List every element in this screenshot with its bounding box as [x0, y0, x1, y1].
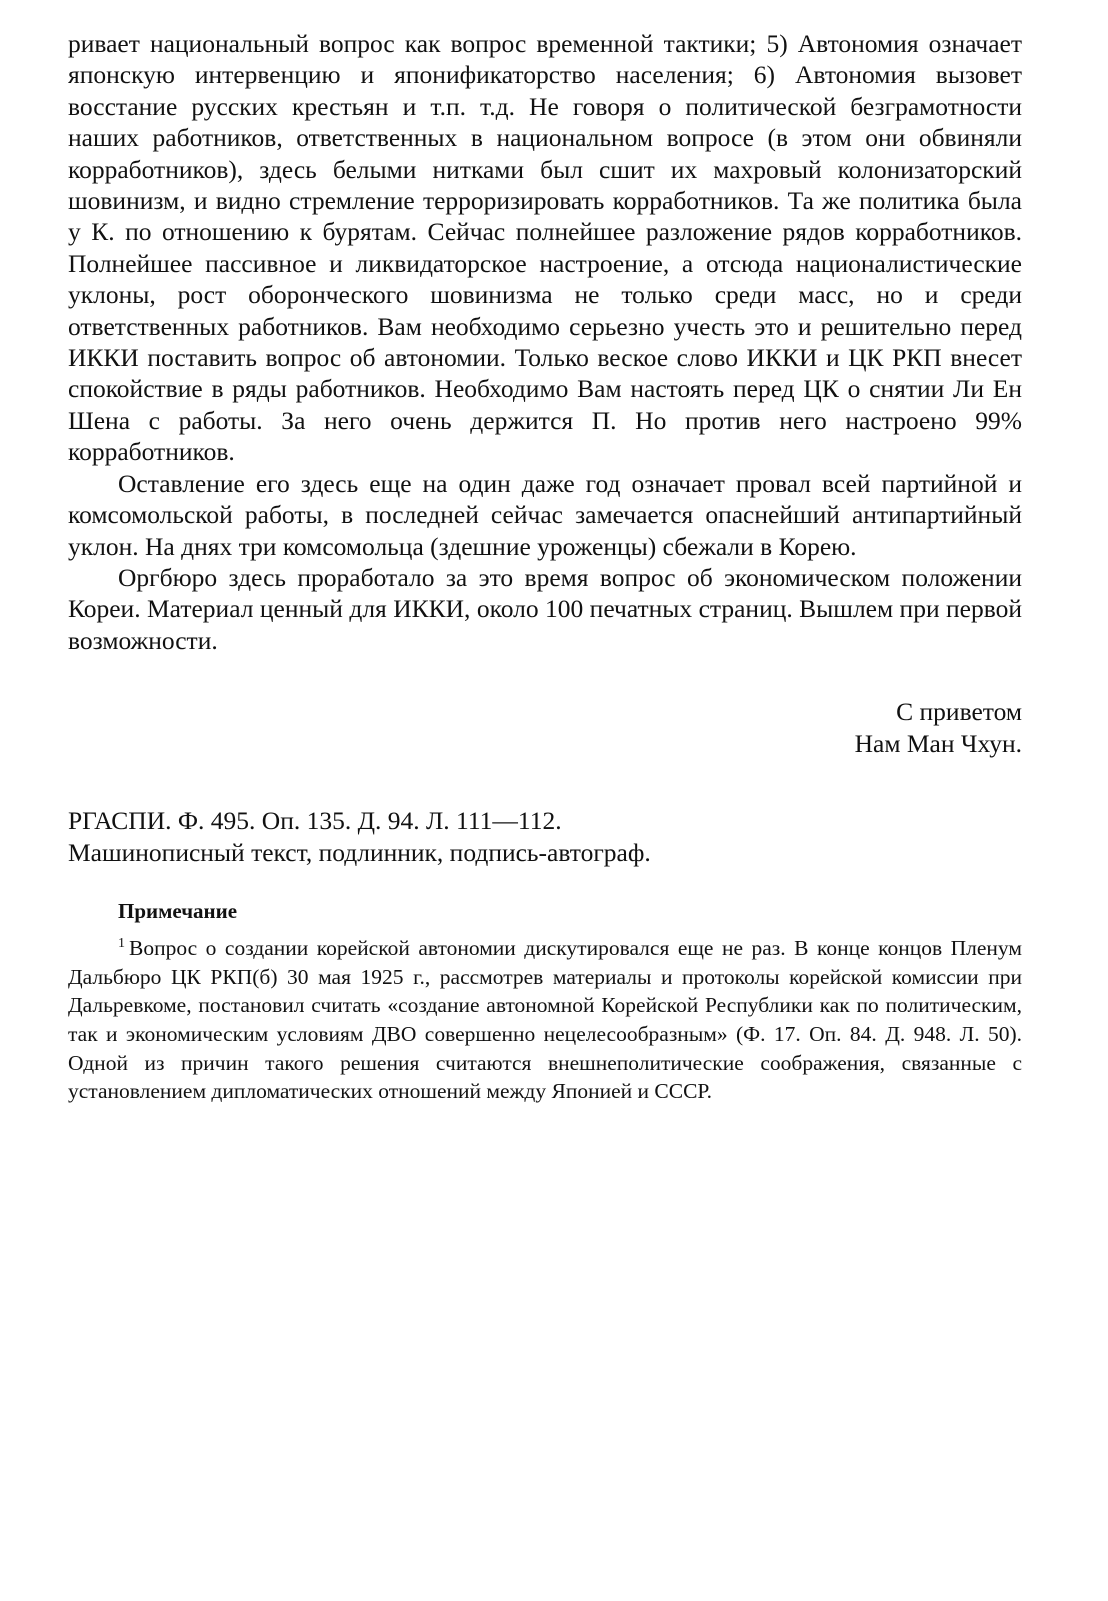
archive-reference-block — [68, 805, 1022, 868]
archive-reference: РГАСПИ. Ф. 495. Оп. 135. Д. 94. Л. 111—112. — [68, 806, 562, 836]
closing-signature: Нам Ман Чхун. — [854, 728, 1022, 758]
letter-body — [68, 28, 1022, 656]
body-paragraph-1: ривает национальный вопрос как вопрос временной тактики; 5) Автономия означает японскую интервенцию и японификаторство населения; 6) Автономия вызовет восстание русских крестьян и т.п. т.д. Не говоря о политической безграмотности наших работников, ответственных в национальном вопросе (в этом они обвиняли корработников), здесь белыми нитками был сшит их махровый колонизаторский шовинизм, и видно стремление терроризировать корработников. Та же политика была у К. по отношению к бурятам. Сейчас полнейшее разложение рядов корработников. Полнейшее пассивное и ликвидаторское настроение, а отсюда националистические уклоны, рост оборонческого шовинизма не только среди масс, но и среди ответственных работников. Вам необходимо серьезно учесть это и решительно перед ИККИ поставить вопрос об автономии. Только веское слово ИККИ и ЦК РКП внесет спокойствие в ряды работников. Необходимо Вам настоять перед ЦК о снятии Ли Ен Шена с работы. За него очень держится П. Но против него настроено 99% корработников. — [68, 29, 1022, 467]
note-text: Вопрос о создании корейской автономии дискутировался еще не раз. В конце концов Пленум Дальбюро ЦК РКП(б) 30 мая 1925 г., рассмотрев материалы и протоколы корейской комиссии при Дальревкоме, постановил считать «создание автономной Корейской Республики как по политическим, так и экономическим условиям ДВО совершенно нецелесообразным» (Ф. 17. Оп. 84. Д. 948. Л. 50). Одной из причин такого решения считаются внешнеполитические соображения, связанные с установлением дипломатических отношений между Японией и СССР. — [68, 936, 1022, 1104]
document-page — [68, 28, 1022, 1106]
body-paragraph-2: Оставление его здесь еще на один даже год означает провал всей партийной и комсомольской работы, в последней сейчас замечается опаснейший антипартийный уклон. На днях три комсомольца (здешние уроженцы) сбежали в Корею. — [68, 468, 1022, 561]
note-heading: Примечание — [118, 899, 238, 924]
note-text-paragraph — [68, 934, 1022, 1106]
archive-description: Машинописный текст, подлинник, подпись-автограф. — [68, 837, 651, 867]
letter-closing — [68, 696, 1022, 759]
closing-greeting: С приветом — [896, 697, 1022, 727]
body-paragraph-3: Оргбюро здесь проработало за это время вопрос об экономическом положении Кореи. Материал ценный для ИККИ, около 100 печатных страниц. Вышлем при первой возможности. — [68, 562, 1022, 655]
footnote-section — [68, 898, 1022, 1106]
footnote-marker: 1 — [118, 935, 125, 951]
